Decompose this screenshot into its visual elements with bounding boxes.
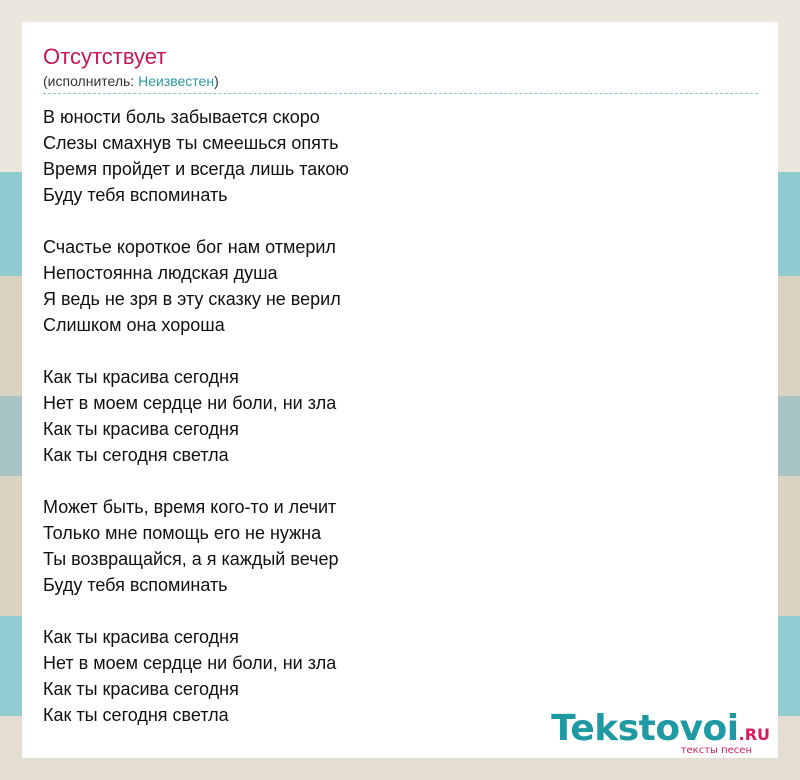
song-title: Отсутствует: [43, 44, 167, 69]
artist-link[interactable]: Неизвестен: [138, 73, 215, 89]
logo-main-text: Tekstovoi: [551, 708, 739, 749]
lyric-line: Как ты красива сегодня: [43, 367, 239, 387]
lyric-line: Может быть, время кого-то и лечит: [43, 497, 337, 517]
lyric-line: Непостоянна людская душа: [43, 263, 278, 283]
lyric-line: Время пройдет и всегда лишь такою: [43, 159, 349, 179]
lyric-line: Как ты красива сегодня: [43, 627, 239, 647]
stanza-2: [43, 234, 758, 338]
lyrics-body: [43, 104, 758, 728]
lyric-line: Нет в моем сердце ни боли, ни зла: [43, 653, 337, 673]
lyrics-card: [22, 22, 778, 758]
lyric-line: Нет в моем сердце ни боли, ни зла: [43, 393, 337, 413]
lyric-line: Буду тебя вспоминать: [43, 185, 228, 205]
logo-wordmark: [551, 708, 770, 749]
lyric-line: Как ты сегодня светла: [43, 705, 229, 725]
lyric-line: Как ты красива сегодня: [43, 679, 239, 699]
lyric-line: Слишком она хороша: [43, 315, 225, 335]
artist-suffix: ): [214, 73, 219, 89]
stanza-1: [43, 104, 758, 208]
lyric-line: Я ведь не зря в эту сказку не верил: [43, 289, 341, 309]
lyric-line: Как ты красива сегодня: [43, 419, 239, 439]
stanza-4: [43, 494, 758, 598]
lyric-line: Как ты сегодня светла: [43, 445, 229, 465]
logo-tagline: тексты песен: [680, 745, 752, 756]
artist-line: [43, 72, 758, 94]
lyric-line: Только мне помощь его не нужна: [43, 523, 322, 543]
lyric-line: Счастье короткое бог нам отмерил: [43, 237, 336, 257]
stanza-3: [43, 364, 758, 468]
lyric-line: Слезы смахнув ты смеешься опять: [43, 133, 339, 153]
logo-tld: .RU: [738, 725, 770, 744]
lyric-line: Ты возвращайся, а я каждый вечер: [43, 549, 339, 569]
lyric-line: Буду тебя вспоминать: [43, 575, 228, 595]
site-logo[interactable]: [551, 708, 770, 756]
artist-prefix: (исполнитель:: [43, 73, 139, 89]
lyric-line: В юности боль забывается скоро: [43, 107, 320, 127]
